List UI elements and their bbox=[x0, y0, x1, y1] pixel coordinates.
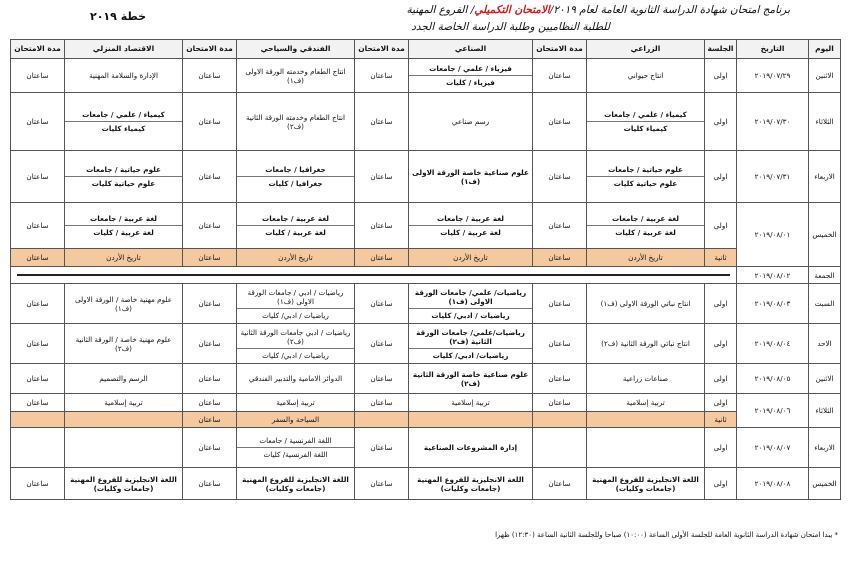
duration-cell: ساعتان bbox=[183, 249, 237, 267]
duration-cell: ساعتان bbox=[183, 468, 237, 500]
table-row bbox=[11, 93, 841, 151]
date-cell: ٢٠١٩/٠٨/٠٨ bbox=[737, 468, 809, 500]
session-cell: اولى bbox=[705, 59, 737, 93]
hotel-cell: اللغة الانجليزية للفروع المهنية (جامعات وكليات) bbox=[237, 468, 355, 500]
hotel-cell: انتاج الطعام وخدمته الورقة الثانية (ف٢) bbox=[237, 93, 355, 151]
home-economics-cell: الإدارة والسلامة المهنية bbox=[65, 59, 183, 93]
day-cell: الثلاثاء bbox=[809, 93, 841, 151]
date-cell: ٢٠١٩/٠٨/٠٢ bbox=[737, 267, 809, 284]
industrial-cell: تاريخ الأردن bbox=[409, 249, 533, 267]
subject-line: رياضيات / ادبي/ كليات bbox=[262, 310, 329, 320]
session-cell: اولى bbox=[705, 324, 737, 364]
duration-cell: ساعتان bbox=[355, 364, 409, 394]
home-economics-cell bbox=[65, 428, 183, 468]
subject-line: علوم حياتية كليات bbox=[613, 179, 678, 188]
home-economics-cell bbox=[65, 93, 183, 151]
table-row bbox=[11, 203, 841, 249]
duration-cell: ساعتان bbox=[11, 394, 65, 412]
agriculture-cell: انتاج نباتي الورقة الاولى (ف١) bbox=[587, 284, 705, 324]
agriculture-cell bbox=[587, 412, 705, 428]
date-cell: ٢٠١٩/٠٨/٠٦ bbox=[737, 394, 809, 428]
duration-cell: ساعتان bbox=[183, 284, 237, 324]
col-agriculture: الزراعي bbox=[587, 40, 705, 59]
date-cell: ٢٠١٩/٠٧/٣١ bbox=[737, 151, 809, 203]
duration-cell: ساعتان bbox=[183, 93, 237, 151]
industrial-cell: علوم صناعية خاصة الورقة الثانية (ف٢) bbox=[409, 364, 533, 394]
duration-cell: ساعتان bbox=[11, 468, 65, 500]
duration-cell bbox=[533, 428, 587, 468]
session-cell: اولى bbox=[705, 394, 737, 412]
col-date: التاريخ bbox=[737, 40, 809, 59]
duration-cell: ساعتان bbox=[355, 93, 409, 151]
subject-line: جغرافيا / جامعات bbox=[237, 163, 354, 177]
duration-cell: ساعتان bbox=[533, 203, 587, 249]
home-economics-cell bbox=[65, 203, 183, 249]
subject-line: علوم حياتية كليات bbox=[91, 179, 156, 188]
agriculture-cell: انتاج نباتي الورقة الثانية (ف٢) bbox=[587, 324, 705, 364]
duration-cell: ساعتان bbox=[183, 203, 237, 249]
table-row-second-session bbox=[11, 249, 841, 267]
duration-cell: ساعتان bbox=[183, 59, 237, 93]
subject-line: لغة عربية / كليات bbox=[615, 228, 676, 237]
agriculture-cell: تاريخ الأردن bbox=[587, 249, 705, 267]
col-hotel-tourism: الفندقي والسياحي bbox=[237, 40, 355, 59]
duration-cell: ساعتان bbox=[183, 364, 237, 394]
date-cell: ٢٠١٩/٠٧/٢٩ bbox=[737, 59, 809, 93]
date-cell: ٢٠١٩/٠٧/٣٠ bbox=[737, 93, 809, 151]
day-cell: الاربعاء bbox=[809, 151, 841, 203]
table-row bbox=[11, 324, 841, 364]
session-cell: ثانية bbox=[705, 249, 737, 267]
exam-schedule-table bbox=[10, 39, 841, 500]
industrial-cell: إدارة المشروعات الصناعية bbox=[409, 428, 533, 468]
duration-cell: ساعتان bbox=[355, 249, 409, 267]
industrial-cell: اللغة الانجليزية للفروع المهنية (جامعات وكليات) bbox=[409, 468, 533, 500]
duration-cell: ساعتان bbox=[183, 428, 237, 468]
subject-line: لغة عربية / جامعات bbox=[587, 212, 704, 226]
hotel-cell: الدوائر الامامية والتدبير الفندقي bbox=[237, 364, 355, 394]
session-cell: ثانية bbox=[705, 412, 737, 428]
table-row bbox=[11, 394, 841, 412]
session-cell: اولى bbox=[705, 151, 737, 203]
industrial-cell bbox=[409, 203, 533, 249]
agriculture-cell bbox=[587, 151, 705, 203]
session-cell: اولى bbox=[705, 284, 737, 324]
duration-cell: ساعتان bbox=[11, 324, 65, 364]
date-cell: ٢٠١٩/٠٨/٠٣ bbox=[737, 284, 809, 324]
title-highlight: الامتحان التكميلي bbox=[474, 4, 550, 16]
footnote: * يبدا امتحان شهادة الدراسة الثانوية العامة للجلسة الأولى الساعة (١٠:٠٠) صباحا وللجلسة الثانية الساعة (١٢:٣٠) ظهرا bbox=[495, 531, 838, 539]
agriculture-cell bbox=[587, 428, 705, 468]
day-cell: الثلاثاء bbox=[809, 394, 841, 428]
duration-cell: ساعتان bbox=[11, 364, 65, 394]
hotel-cell bbox=[237, 203, 355, 249]
subject-line: كيمياء / علمي / جامعات bbox=[587, 108, 704, 122]
hotel-cell bbox=[237, 151, 355, 203]
subject-line: لغة عربية / كليات bbox=[93, 228, 154, 237]
col-home-economics: الاقتصاد المنزلي bbox=[65, 40, 183, 59]
home-economics-cell: تاريخ الأردن bbox=[65, 249, 183, 267]
subject-line: كيمياء كليات bbox=[623, 124, 668, 133]
session-cell: اولى bbox=[705, 364, 737, 394]
home-economics-cell: الرسم والتصميم bbox=[65, 364, 183, 394]
table-row-friday bbox=[11, 267, 841, 284]
col-session: الجلسة bbox=[705, 40, 737, 59]
agriculture-cell: انتاج حيواني bbox=[587, 59, 705, 93]
subject-line: فيزياء / علمي / جامعات bbox=[409, 62, 532, 76]
home-economics-cell: اللغة الانجليزية للفروع المهنية (جامعات وكليات) bbox=[65, 468, 183, 500]
table-row bbox=[11, 428, 841, 468]
home-economics-cell: تربية إسلامية bbox=[65, 394, 183, 412]
industrial-cell: رسم صناعي bbox=[409, 93, 533, 151]
agriculture-cell: اللغة الانجليزية للفروع المهنية (جامعات وكليات) bbox=[587, 468, 705, 500]
agriculture-cell: صناعات زراعية bbox=[587, 364, 705, 394]
home-economics-cell bbox=[65, 412, 183, 428]
date-cell: ٢٠١٩/٠٨/٠٤ bbox=[737, 324, 809, 364]
duration-cell: ساعتان bbox=[533, 364, 587, 394]
subject-line: رياضيات / ادبي/ كليات bbox=[431, 310, 510, 320]
hotel-cell: انتاج الطعام وخدمته الورقة الاولى (ف١) bbox=[237, 59, 355, 93]
duration-cell bbox=[355, 412, 409, 428]
duration-cell: ساعتان bbox=[355, 151, 409, 203]
subject-line: لغة عربية / جامعات bbox=[409, 212, 532, 226]
session-cell: اولى bbox=[705, 428, 737, 468]
day-cell: الجمعة bbox=[809, 267, 841, 284]
subject-line: علوم حياتية / جامعات bbox=[587, 163, 704, 177]
duration-cell: ساعتان bbox=[11, 93, 65, 151]
industrial-cell: علوم صناعية خاصة الورقة الاولى (ف١) bbox=[409, 151, 533, 203]
subject-line: كيمياء كليات bbox=[101, 124, 146, 133]
day-cell: الخميس bbox=[809, 203, 841, 267]
subject-line: اللغة الفرنسية/ كليات bbox=[263, 450, 328, 459]
subject-line: رياضيات/ علمي/ جامعات الورقة الاولى (ف١) bbox=[409, 286, 532, 309]
session-cell: اولى bbox=[705, 468, 737, 500]
table-row bbox=[11, 284, 841, 324]
hotel-cell bbox=[237, 324, 355, 364]
subject-line: لغة عربية / كليات bbox=[265, 228, 326, 237]
col-duration: مدة الامتحان bbox=[11, 40, 65, 59]
page-header bbox=[0, 2, 850, 38]
duration-cell: ساعتان bbox=[533, 93, 587, 151]
session-cell: اولى bbox=[705, 203, 737, 249]
home-economics-cell: علوم مهنية خاصة / الورقة الثانية (ف٢) bbox=[65, 324, 183, 364]
duration-cell: ساعتان bbox=[533, 59, 587, 93]
col-duration: مدة الامتحان bbox=[533, 40, 587, 59]
col-duration: مدة الامتحان bbox=[355, 40, 409, 59]
day-cell: الاحد bbox=[809, 324, 841, 364]
duration-cell bbox=[11, 428, 65, 468]
duration-cell: ساعتان bbox=[355, 394, 409, 412]
no-exam-rule bbox=[11, 267, 737, 284]
industrial-cell bbox=[409, 59, 533, 93]
duration-cell: ساعتان bbox=[533, 284, 587, 324]
subject-line: لغة عربية / كليات bbox=[440, 228, 501, 237]
col-industrial: الصناعي bbox=[409, 40, 533, 59]
agriculture-cell: تربية إسلامية bbox=[587, 394, 705, 412]
exam-title bbox=[406, 4, 790, 16]
duration-cell bbox=[533, 412, 587, 428]
duration-cell: ساعتان bbox=[183, 412, 237, 428]
industrial-cell bbox=[409, 324, 533, 364]
hotel-cell: السياحة والسفر bbox=[237, 412, 355, 428]
duration-cell: ساعتان bbox=[183, 151, 237, 203]
duration-cell: ساعتان bbox=[11, 203, 65, 249]
date-cell: ٢٠١٩/٠٨/٠١ bbox=[737, 203, 809, 267]
plan-label: خطة ٢٠١٩ bbox=[90, 10, 147, 23]
duration-cell: ساعتان bbox=[355, 203, 409, 249]
industrial-cell bbox=[409, 412, 533, 428]
duration-cell: ساعتان bbox=[533, 394, 587, 412]
date-cell: ٢٠١٩/٠٨/٠٥ bbox=[737, 364, 809, 394]
day-cell: الخميس bbox=[809, 468, 841, 500]
duration-cell: ساعتان bbox=[11, 284, 65, 324]
table-row bbox=[11, 468, 841, 500]
day-cell: الاثنين bbox=[809, 59, 841, 93]
subject-line: رياضيات / ادبي جامعات الورقة الثانية (ف٢) bbox=[237, 326, 354, 349]
agriculture-cell bbox=[587, 203, 705, 249]
duration-cell: ساعتان bbox=[533, 468, 587, 500]
hotel-cell: تاريخ الأردن bbox=[237, 249, 355, 267]
subject-line: علوم حياتية / جامعات bbox=[65, 163, 182, 177]
agriculture-cell bbox=[587, 93, 705, 151]
day-cell: الاثنين bbox=[809, 364, 841, 394]
subject-line: رياضيات/علمي/ جامعات الورقة الثانية (ف٢) bbox=[409, 326, 532, 349]
duration-cell: ساعتان bbox=[183, 394, 237, 412]
title-part1: برنامج امتحان شهادة الدراسة الثانوية العامة لعام ٢٠١٩/ bbox=[549, 4, 790, 16]
duration-cell: ساعتان bbox=[11, 151, 65, 203]
subject-line: رياضيات / ادبي/ كليات bbox=[262, 350, 329, 360]
subject-line: جغرافيا / كليات bbox=[268, 179, 323, 188]
table-row bbox=[11, 364, 841, 394]
duration-cell bbox=[11, 412, 65, 428]
subject-line: رياضيات/ ادبي/ كليات bbox=[432, 350, 509, 360]
duration-cell: ساعتان bbox=[533, 249, 587, 267]
subject-line: لغة عربية / جامعات bbox=[237, 212, 354, 226]
hotel-cell: تربية إسلامية bbox=[237, 394, 355, 412]
duration-cell: ساعتان bbox=[533, 324, 587, 364]
header-row bbox=[11, 40, 841, 59]
hotel-cell bbox=[237, 428, 355, 468]
day-cell: الاربعاء bbox=[809, 428, 841, 468]
duration-cell: ساعتان bbox=[355, 324, 409, 364]
table-row bbox=[11, 59, 841, 93]
day-cell: السبت bbox=[809, 284, 841, 324]
industrial-cell bbox=[409, 284, 533, 324]
duration-cell: ساعتان bbox=[355, 468, 409, 500]
subject-line: كيمياء / علمي / جامعات bbox=[65, 108, 182, 122]
exam-subtitle: للطلبة النظاميين وطلبة الدراسة الخاصة الجدد bbox=[411, 21, 610, 33]
subject-line: لغة عربية / جامعات bbox=[65, 212, 182, 226]
duration-cell: ساعتان bbox=[355, 284, 409, 324]
title-part2: / الفروع المهنية bbox=[406, 4, 475, 16]
session-cell: اولى bbox=[705, 93, 737, 151]
subject-line: اللغة الفرنسية / جامعات bbox=[237, 434, 354, 448]
home-economics-cell bbox=[65, 151, 183, 203]
duration-cell: ساعتان bbox=[355, 428, 409, 468]
duration-cell: ساعتان bbox=[11, 59, 65, 93]
duration-cell: ساعتان bbox=[11, 249, 65, 267]
home-economics-cell: علوم مهنية خاصة / الورقة الاولى (ف١) bbox=[65, 284, 183, 324]
col-duration: مدة الامتحان bbox=[183, 40, 237, 59]
duration-cell: ساعتان bbox=[355, 59, 409, 93]
subject-line: فيزياء / كليات bbox=[446, 78, 495, 87]
col-day: اليوم bbox=[809, 40, 841, 59]
duration-cell: ساعتان bbox=[533, 151, 587, 203]
industrial-cell: تربية إسلامية bbox=[409, 394, 533, 412]
table-row-second-session bbox=[11, 412, 841, 428]
hotel-cell bbox=[237, 284, 355, 324]
date-cell: ٢٠١٩/٠٨/٠٧ bbox=[737, 428, 809, 468]
duration-cell: ساعتان bbox=[183, 324, 237, 364]
subject-line: رياضيات / ادبي / جامعات الورقة الاولى (ف١) bbox=[237, 286, 354, 309]
table-row bbox=[11, 151, 841, 203]
